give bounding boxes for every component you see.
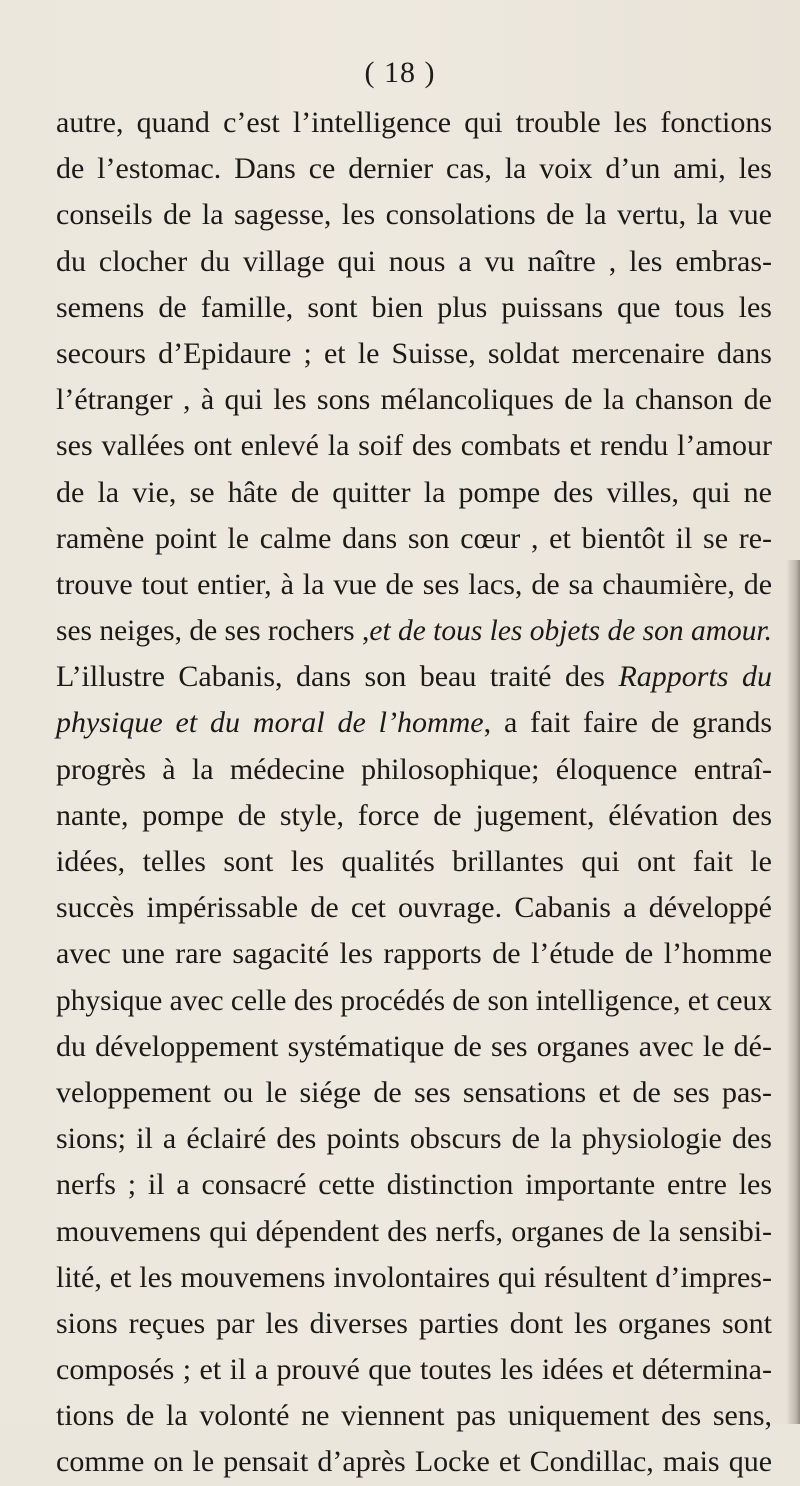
text-line: progrès à la médecine philosophique; éloquence entraî- <box>56 752 772 786</box>
text-line: de la vie, se hâte de quitter la pompe des villes, qui ne <box>56 475 772 509</box>
text-line: du développement systématique de ses organes avec le dé- <box>56 1029 772 1063</box>
text-line: comme on le pensait d’après Locke et Condillac, mais que <box>56 1445 773 1479</box>
text-line: de l’estomac. Dans ce dernier cas, la voix d’un ami, les <box>56 152 772 186</box>
text-line: trouve tout entier, à la vue de ses lacs, de sa chaumière, de <box>56 567 773 601</box>
text-line: physique avec celle des procédés de son intelligence, et ceux <box>56 983 772 1017</box>
body-text <box>56 100 772 1486</box>
page-number: ( 18 ) <box>364 56 436 89</box>
page-edge-shadow <box>786 560 800 1424</box>
italic-title: physique et du moral de l’homme <box>56 706 484 740</box>
text-line: nante, pompe de style, force de jugement, élévation des <box>56 798 772 832</box>
text-line: succès impérissable de cet ouvrage. Cabanis a développé <box>56 891 772 925</box>
text-line: ses vallées ont enlevé la soif des combats et rendu l’amour <box>56 429 773 463</box>
text-line: ramène point le calme dans son cœur , et bientôt il se re- <box>56 521 773 555</box>
text-line: composés ; et il a prouvé que toutes les idées et détermina- <box>56 1353 772 1387</box>
text-line: nerfs ; il a consacré cette distinction importante entre les <box>56 1168 773 1202</box>
text-line: semens de famille, sont bien plus puissans que tous les <box>56 290 772 324</box>
text-line: du clocher du village qui nous a vu naître , les embras- <box>56 244 772 278</box>
text-line: lité, et les mouvemens involontaires qui résultent d’impres- <box>56 1260 772 1294</box>
text-line: avec une rare sagacité les rapports de l’étude de l’homme <box>56 937 773 971</box>
text-line: l’étranger , à qui les sons mélancoliques de la chanson de <box>56 383 772 417</box>
text-line: L’illustre Cabanis, dans son beau traité des Rapports du <box>56 660 772 694</box>
text-line: sions; il a éclairé des points obscurs de la physiologie des <box>56 1122 772 1156</box>
text-line: physique et du moral de l’homme, a fait faire de grands <box>56 706 772 740</box>
text-line: tions de la volonté ne viennent pas uniquement des sens, <box>56 1399 772 1433</box>
text-line: ses neiges, de ses rochers ,et de tous les objets de son amour. <box>56 614 772 648</box>
text-line: veloppement ou le siége de ses sensations et de ses pas- <box>56 1075 772 1109</box>
text-line: conseils de la sagesse, les consolations de la vertu, la vue <box>56 198 772 232</box>
text-line: mouvemens qui dépendent des nerfs, organes de la sensibi- <box>56 1214 773 1248</box>
text-line: idées, telles sont les qualités brillantes qui ont fait le <box>56 845 772 878</box>
italic-title: Rapports du <box>618 660 772 694</box>
text-line: sions reçues par les diverses parties dont les organes sont <box>56 1306 772 1340</box>
text-line: autre, quand c’est l’intelligence qui trouble les fonctions <box>56 106 773 139</box>
italic-phrase: et de tous les objets de son amour. <box>369 614 772 648</box>
text-line: secours d’Epidaure ; et le Suisse, soldat mercenaire dans <box>56 336 772 370</box>
